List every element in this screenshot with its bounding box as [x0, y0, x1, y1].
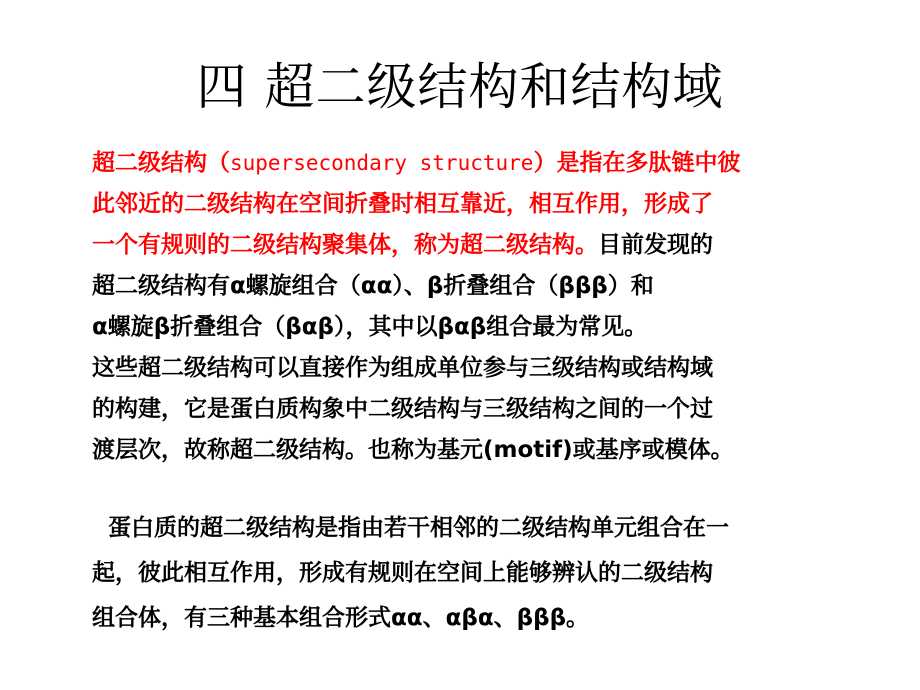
paragraph-line — [92, 143, 862, 184]
paragraph-line: 渡层次，故称超二级结构。也称为基元(motif)或基序或模体。 — [92, 437, 734, 463]
definition-highlight: ）是指在多肽链中彼 — [533, 150, 741, 176]
paragraph-line: 组合体，有三种基本组合形式αα、αβα、βββ。 — [92, 605, 590, 631]
paragraph-line: 的构建，它是蛋白质构象中二级结构与三级结构之间的一个过 — [92, 396, 713, 422]
paragraph-line: 起，彼此相互作用，形成有规则在空间上能够辨认的二级结构 — [92, 560, 713, 586]
paragraph-line: 这些超二级结构可以直接作为组成单位参与三级结构或结构域 — [92, 355, 713, 381]
paragraph-text: 目前发现的 — [598, 232, 713, 258]
definition-highlight: 超二级结构（ — [92, 150, 230, 176]
paragraph-line: α螺旋β折叠组合（βαβ），其中以βαβ组合最为常见。 — [92, 314, 648, 340]
english-term: supersecondary structure — [230, 151, 534, 175]
definition-paragraph — [92, 143, 862, 471]
slide-title: 四 超二级结构和结构域 — [196, 58, 724, 116]
definition-highlight: 此邻近的二级结构在空间折叠时相互靠近，相互作用，形成了 — [92, 191, 713, 217]
summary-paragraph — [92, 506, 868, 641]
paragraph-line: 超二级结构有α螺旋组合（αα）、β折叠组合（βββ）和 — [92, 273, 654, 299]
paragraph-line: 蛋白质的超二级结构是指由若干相邻的二级结构单元组合在一 — [108, 515, 729, 541]
paragraph-line — [92, 225, 862, 266]
definition-highlight: 一个有规则的二级结构聚集体，称为超二级结构。 — [92, 232, 598, 258]
